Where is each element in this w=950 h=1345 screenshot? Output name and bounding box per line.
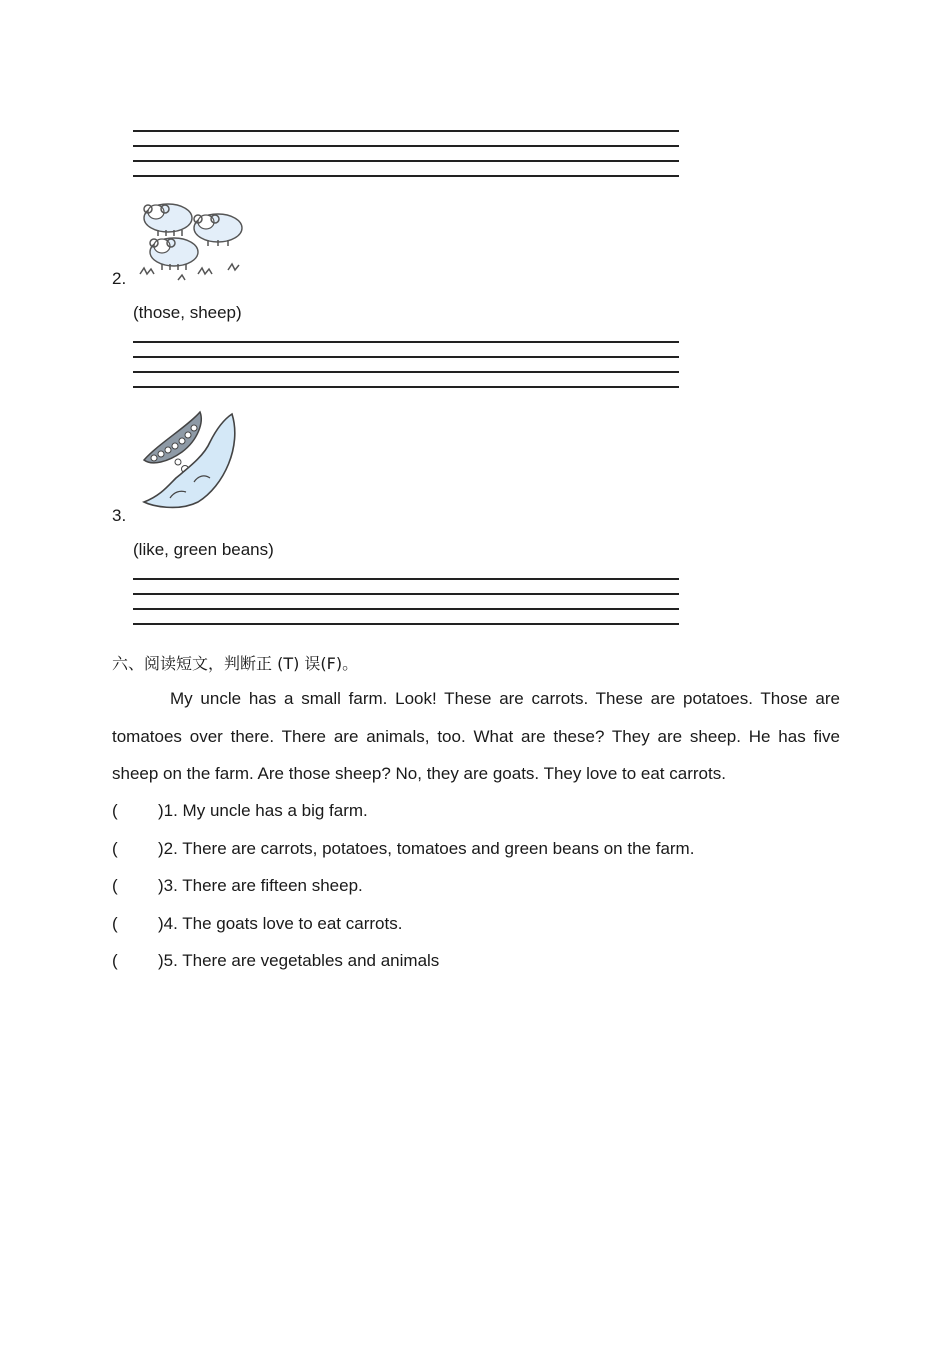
question-4 (112, 914, 402, 934)
answer-blank-3[interactable]: ( (112, 876, 118, 895)
section-6-title: 六、阅读短文，判断正 (T) 误(F)。 (112, 654, 359, 673)
writing-lines-1 (133, 130, 679, 190)
question-text-5: )5. There are vegetables and animals (158, 951, 440, 970)
question-3 (112, 876, 363, 896)
answer-blank-2[interactable]: ( (112, 839, 118, 858)
writing-lines-3 (133, 578, 679, 638)
item-hint-3: (like, green beans) (133, 540, 274, 559)
question-text-2: )2. There are carrots, potatoes, tomatoes and green beans on the farm. (158, 839, 695, 858)
answer-blank-4[interactable]: ( (112, 914, 118, 933)
question-text-3: )3. There are fifteen sheep. (158, 876, 363, 895)
passage-text: My uncle has a small farm. Look! These are carrots. These are potatoes. Those are tomatoes over there. There are animals, too. What are these? They are sheep. He has five sheep on the farm. Are those sheep? No, they are goats. They love to eat carrots. (112, 689, 840, 783)
writing-lines-2 (133, 341, 679, 401)
item-number-2: 2. (112, 269, 127, 288)
question-5 (112, 951, 439, 971)
question-text-1: )1. My uncle has a big farm. (158, 801, 368, 820)
question-text-4: )4. The goats love to eat carrots. (158, 914, 403, 933)
question-2 (112, 839, 694, 859)
green-beans-illustration (138, 406, 242, 514)
question-1 (112, 801, 368, 821)
answer-blank-5[interactable]: ( (112, 951, 118, 970)
reading-passage (112, 680, 840, 793)
item-hint-2: (those, sheep) (133, 303, 242, 322)
item-number-3: 3. (112, 506, 127, 525)
answer-blank-1[interactable]: ( (112, 801, 118, 820)
sheep-illustration (138, 196, 248, 282)
